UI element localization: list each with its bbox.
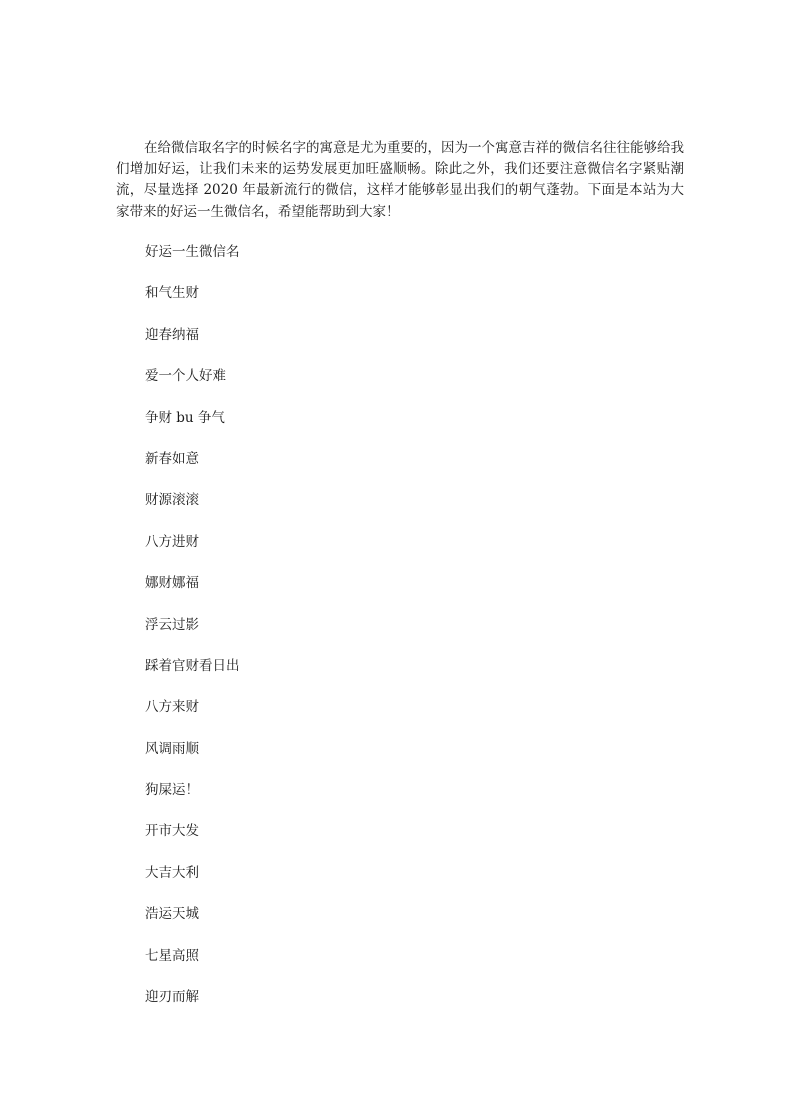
list-item: 七星高照 xyxy=(145,947,199,964)
list-item: 八方来财 xyxy=(145,699,199,716)
list-item: 和气生财 xyxy=(145,285,199,302)
list-item: 新春如意 xyxy=(145,450,199,467)
list-item: 大吉大利 xyxy=(145,864,199,881)
list-item: 迎春纳福 xyxy=(145,326,199,343)
list-item: 好运一生微信名 xyxy=(145,244,240,260)
list-item: 风调雨顺 xyxy=(145,740,199,757)
list-item: 爱一个人好难 xyxy=(145,368,226,385)
list-item: 财源滚滚 xyxy=(145,492,199,509)
name-list xyxy=(145,242,240,1028)
list-item: 踩着官财看日出 xyxy=(145,657,240,674)
list-item: 浮云过影 xyxy=(145,616,199,633)
list-item: 狗屎运！ xyxy=(145,782,199,799)
list-item: 浩运天城 xyxy=(145,906,199,923)
list-item: 娜财娜福 xyxy=(145,575,199,592)
list-item: 迎刃而解 xyxy=(145,989,199,1006)
list-item: 争财 bu 争气 xyxy=(145,409,225,426)
list-item: 开市大发 xyxy=(145,823,199,840)
intro-paragraph: 在给微信取名字的时候名字的寓意是尤为重要的，因为一个寓意吉祥的微信名往往能够给我们增加好运，让我们未来的运势发展更加旺盛顺畅。除此之外，我们还要注意微信名字紧贴潮流，尽量选择 2020 年最新流行的微信，这样才能够彰显出我们的朝气蓬勃。下面是本站为大家带来的好运一生微信名，希望能帮助到大家！ xyxy=(116,140,684,220)
list-item: 八方进财 xyxy=(145,533,199,550)
